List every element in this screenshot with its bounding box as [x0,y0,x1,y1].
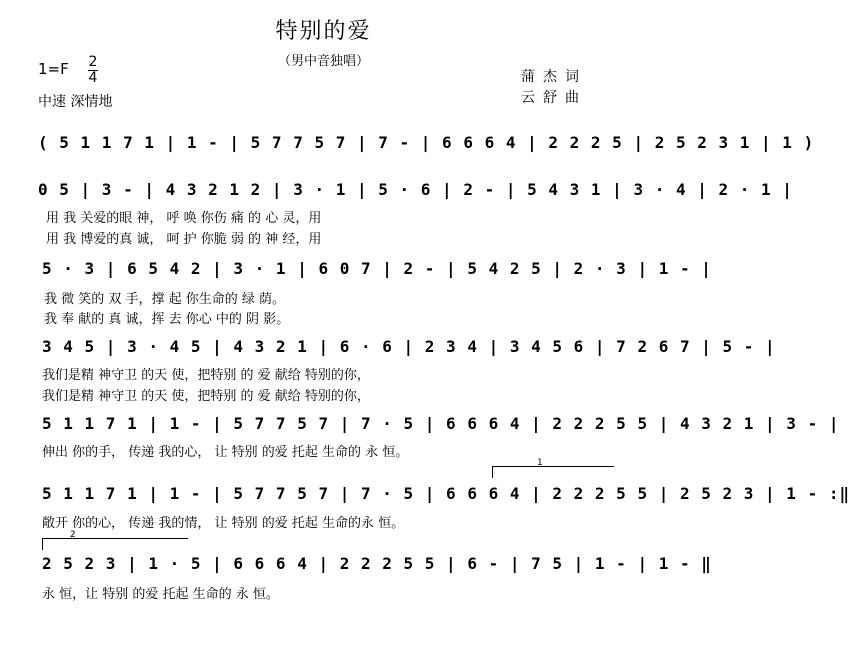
coda-notes: 2 5 2 3 | 1 · 5 | 6 6 6 4 | 2 2 2 5 5 | 6 - | 7 5 | 1 - | 1 - ‖ [42,554,712,573]
volta-1-number: 1 [537,458,543,468]
composer: 云舒曲 [521,90,587,106]
time-top: 2 [88,54,98,70]
song-subtitle: （男中音独唱） [277,54,369,69]
time-bottom: 4 [88,70,98,86]
verse-b-lyric-1: 我 微 笑的 双 手，撑 起 你生命的 绿 荫。 [44,292,286,307]
key-signature: 1=F [38,60,69,78]
intro-notes: ( 5 1 1 7 1 | 1 - | 5 7 7 5 7 | 7 - | 6 6 6 4 | 2 2 2 5 | 2 5 2 3 1 | 1 ) [38,133,815,152]
verse-a-lyric-1: 用 我 关爱的眼 神， 呼 唤 你伤 痛 的 心 灵，用 [46,211,322,226]
chorus-a-lyric-2: 我们是精 神守卫 的天 使，把特别 的 爱 献给 特别的你， [42,389,370,404]
chorus-c-notes: 5 1 1 7 1 | 1 - | 5 7 7 5 7 | 7 · 5 | 6 6 6 4 | 2 2 2 5 5 | 2 5 2 3 | 1 - :‖ [42,484,850,503]
chorus-c-lyric: 敞开 你的心， 传递 我的情， 让 特别 的爱 托起 生命的永 恒。 [42,516,405,531]
tempo-marking: 中速 深情地 [38,94,113,110]
verse-a-notes: 0 5 | 3 - | 4 3 2 1 2 | 3 · 1 | 5 · 6 | 2 - | 5 4 3 1 | 3 · 4 | 2 · 1 | [38,180,793,199]
chorus-a-lyric-1: 我们是精 神守卫 的天 使，把特别 的 爱 献给 特别的你， [42,368,370,383]
chorus-a-notes: 3 4 5 | 3 · 4 5 | 4 3 2 1 | 6 · 6 | 2 3 4 | 3 4 5 6 | 7 2 6 7 | 5 - | [42,337,776,356]
verse-b-lyric-2: 我 奉 献的 真 诚，挥 去 你心 中的 阴 影。 [44,312,290,327]
chorus-b-notes: 5 1 1 7 1 | 1 - | 5 7 7 5 7 | 7 · 5 | 6 6 6 4 | 2 2 2 5 5 | 4 3 2 1 | 3 - | [42,414,840,433]
lyricist: 蒲杰词 [521,69,587,85]
verse-a-lyric-2: 用 我 博爱的真 诚， 呵 护 你脆 弱 的 神 经，用 [46,232,322,247]
volta-2-number: 2 [70,530,76,540]
volta-2-bracket-left [42,538,43,550]
verse-b-notes: 5 · 3 | 6 5 4 2 | 3 · 1 | 6 0 7 | 2 - | 5 4 2 5 | 2 · 3 | 1 - | [42,259,712,278]
chorus-b-lyric: 伸出 你的手， 传递 我的心， 让 特别 的爱 托起 生命的 永 恒。 [42,445,409,460]
coda-lyric: 永 恒，让 特别 的爱 托起 生命的 永 恒。 [42,587,279,602]
song-title: 特别的爱 [275,19,372,44]
volta-1-bracket-left [492,466,493,478]
volta-2-bracket [42,538,188,539]
time-signature [88,55,98,86]
volta-1-bracket [492,466,614,467]
